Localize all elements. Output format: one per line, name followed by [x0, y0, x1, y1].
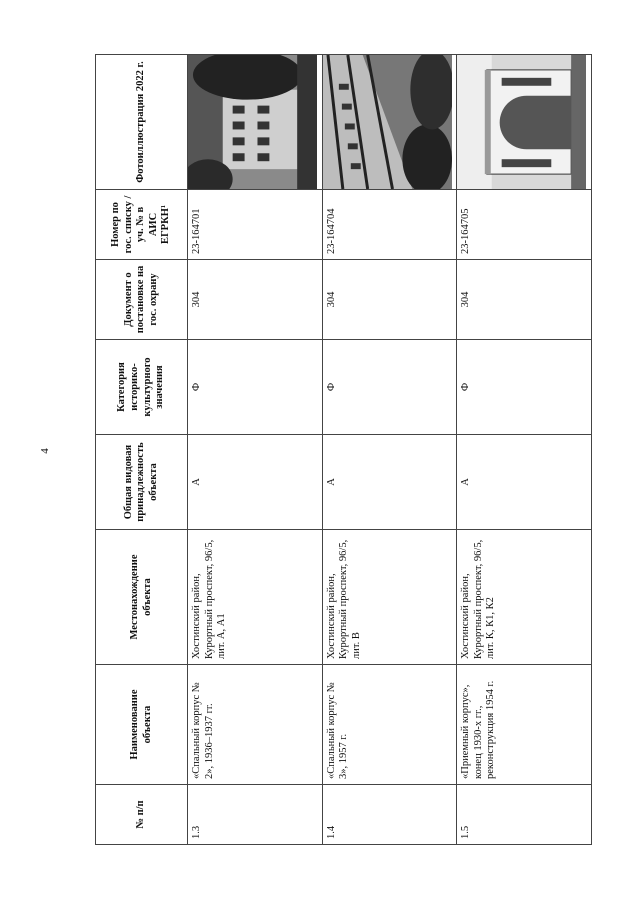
cell-photo [188, 55, 323, 190]
cell-type: А [322, 435, 457, 530]
cell-name: «Спальный корпус № 3», 1957 г. [322, 665, 457, 785]
cell-num: 1.3 [188, 785, 323, 845]
table-row [188, 55, 323, 845]
cell-photo [322, 55, 457, 190]
header-num: № п/п [96, 785, 188, 845]
header-name: Наименование объекта [96, 665, 188, 785]
cell-type: А [188, 435, 323, 530]
cell-document: 304 [457, 260, 592, 340]
heritage-objects-table [95, 54, 592, 845]
cell-reg-number: 23-164704 [322, 190, 457, 260]
cell-reg-number: 23-164701 [188, 190, 323, 260]
table-row [457, 55, 592, 845]
header-location: Местонахождение объекта [96, 530, 188, 665]
cell-category: Ф [322, 340, 457, 435]
table-header-row [96, 55, 188, 845]
cell-location: Хостинский район, Курортный проспект, 96/5, лит. В [322, 530, 457, 665]
cell-category: Ф [457, 340, 592, 435]
header-photo: Фотоиллюстрация 2022 г. [96, 55, 188, 190]
cell-location: Хостинский район, Курортный проспект, 96/5, лит. А, А1 [188, 530, 323, 665]
building-photo-3 [457, 55, 586, 189]
rotated-table-wrapper [95, 55, 560, 845]
cell-document: 304 [188, 260, 323, 340]
cell-num: 1.4 [322, 785, 457, 845]
header-category: Категория историко-культурного значения [96, 340, 188, 435]
cell-name: «Спальный корпус № 2», 1936–1937 гг. [188, 665, 323, 785]
cell-type: А [457, 435, 592, 530]
cell-location: Хостинский район, Курортный проспект, 96/5, лит. К, К1, К2 [457, 530, 592, 665]
building-photo-1 [188, 55, 317, 189]
header-reg-number: Номер по гос. списку /уч. № в АИС ЕГРКН¹ [96, 190, 188, 260]
cell-reg-number: 23-164705 [457, 190, 592, 260]
header-type: Общая видовая принадлежность объекта [96, 435, 188, 530]
cell-name: «Приемный корпус», конец 1930-х гг., реконструкция 1954 г. [457, 665, 592, 785]
building-photo-2 [323, 55, 452, 189]
cell-category: Ф [188, 340, 323, 435]
cell-document: 304 [322, 260, 457, 340]
cell-photo [457, 55, 592, 190]
table-row [322, 55, 457, 845]
page-number: 4 [38, 448, 51, 454]
cell-num: 1.5 [457, 785, 592, 845]
header-document: Документ о постановке на гос. охрану [96, 260, 188, 340]
